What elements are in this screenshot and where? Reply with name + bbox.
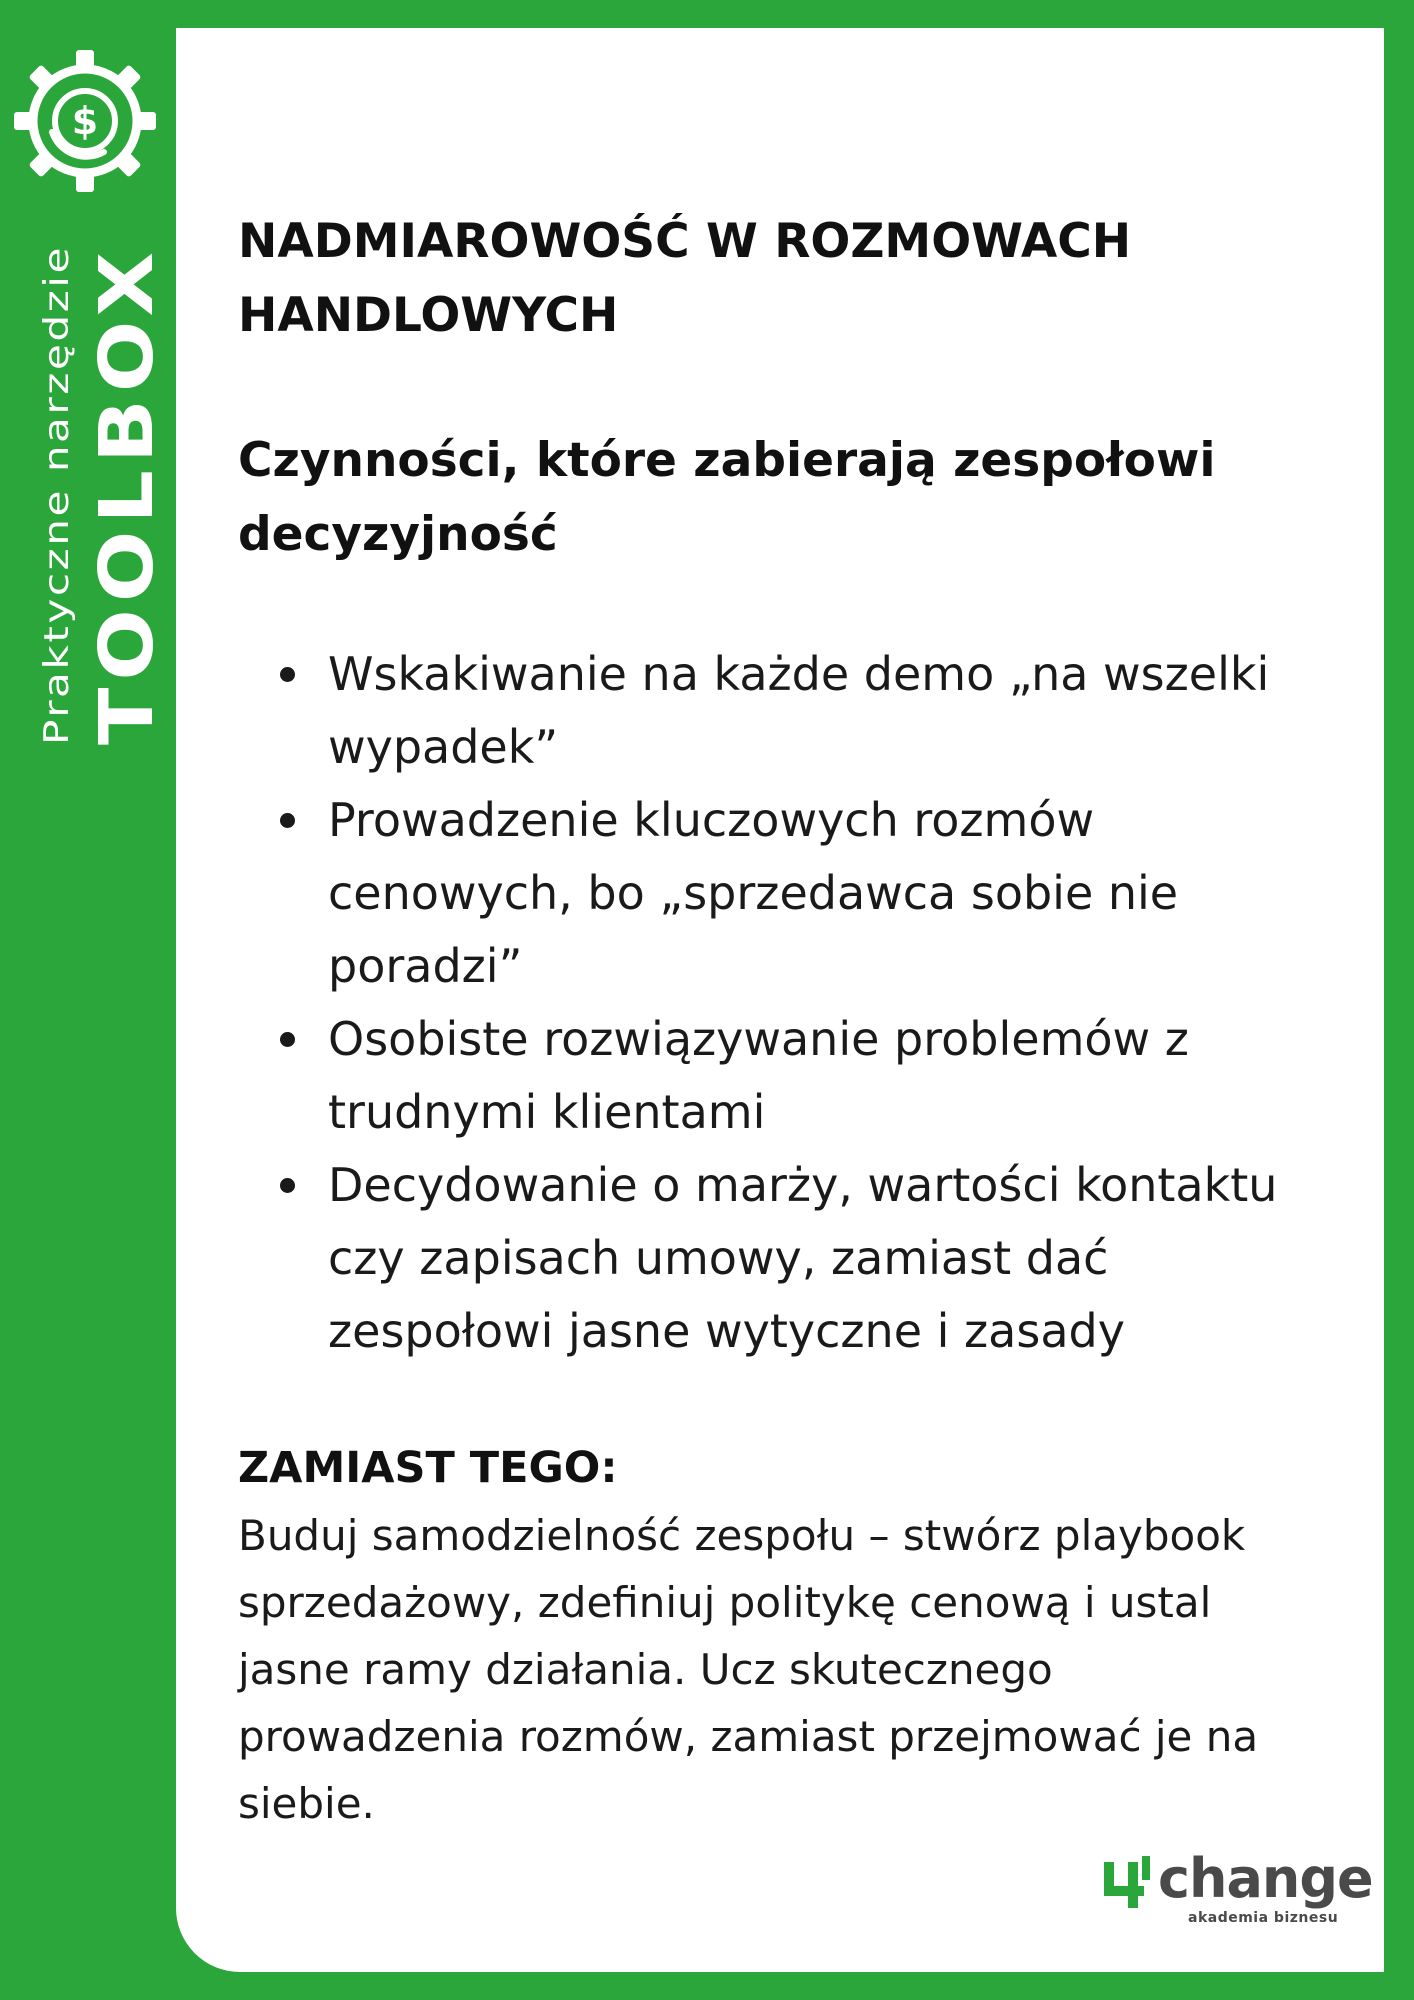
list-item-line: poradzi” [328,939,523,993]
list-item-line: trudnymi klientami [328,1085,766,1139]
list-item-line: Wskakiwanie na każde demo „na wszelki [328,647,1270,701]
list-item [238,638,1318,784]
list-item-line: wypadek” [328,720,559,774]
brand-logo [1100,1847,1373,1932]
instead-paragraph [238,1502,1298,1837]
section-subtitle [238,424,1278,572]
gear-dollar-icon [12,48,158,194]
sidebar-label [12,240,170,750]
bullet-dot [280,667,295,682]
paragraph-line: prowadzenia rozmów, zamiast przejmować je na [238,1712,1259,1761]
list-item-line: zespołowi jasne wytyczne i zasady [328,1304,1125,1358]
list-item-line: cenowych, bo „sprzedawca sobie nie [328,866,1179,920]
logo-wordmark: change [1158,1847,1373,1910]
bullet-dot [280,813,295,828]
activity-list [238,638,1318,1368]
list-item-line: Prowadzenie kluczowych rozmów [328,793,1095,847]
logo-mark-icon [1100,1856,1156,1910]
sidebar-label-big: TOOLBOX [84,305,170,745]
list-item-line: Decydowanie o marży, wartości kontaktu [328,1158,1278,1212]
list-item [238,1003,1318,1149]
bullet-dot [280,1178,295,1193]
list-item [238,784,1318,1003]
subtitle-line: Czynności, które zabierają zespołowi [238,433,1216,488]
sidebar-label-small: Praktyczne narzędzie [37,342,77,745]
bullet-dot [280,1032,295,1047]
list-item [238,1149,1318,1368]
svg-text:$: $ [71,99,99,143]
title-line: NADMIAROWOŚĆ W ROZMOWACH [238,214,1132,269]
list-item-line: Osobiste rozwiązywanie problemów z [328,1012,1189,1066]
title-line: HANDLOWYCH [238,288,619,343]
paragraph-line: Buduj samodzielność zespołu – stwórz playbook [238,1511,1246,1560]
list-item-line: czy zapisach umowy, zamiast dać [328,1231,1109,1285]
logo-tagline: akademia biznesu [1188,1910,1339,1926]
subtitle-line: decyzyjność [238,507,558,562]
page-title [238,205,1278,353]
paragraph-line: jasne ramy działania. Ucz skutecznego [238,1645,1053,1694]
paragraph-line: siebie. [238,1779,375,1828]
instead-heading: ZAMIAST TEGO: [238,1443,618,1493]
paragraph-line: sprzedażowy, zdefiniuj politykę cenową i ustal [238,1578,1212,1627]
